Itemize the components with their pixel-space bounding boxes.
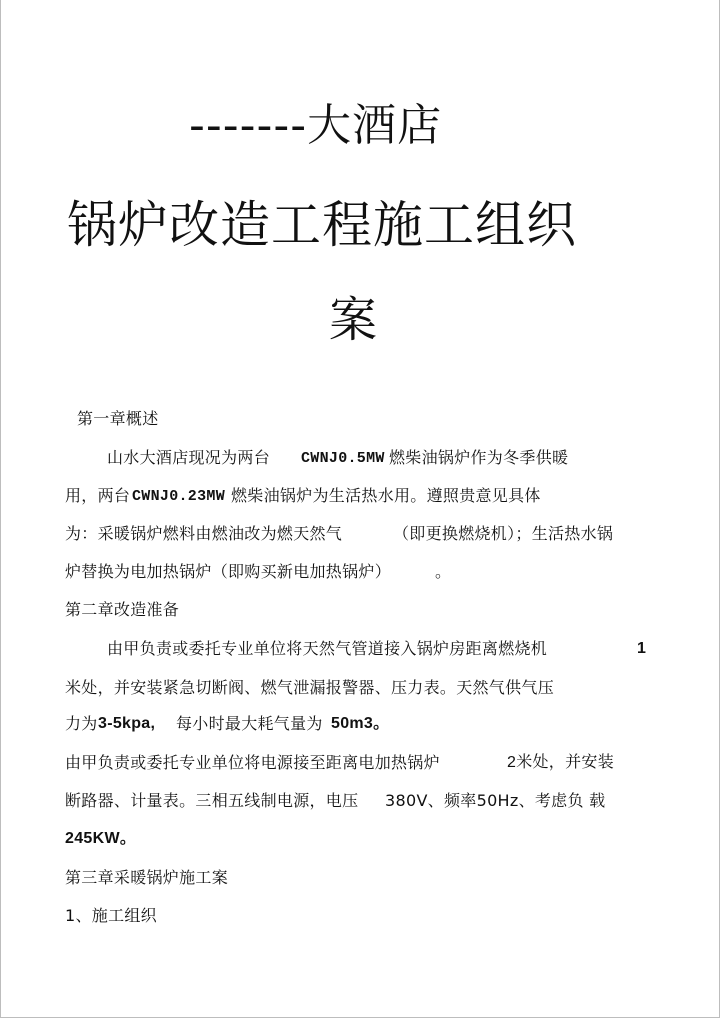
chapter-2-para-1a: 由甲负责或委托专业单位将天然气管道接入锅炉房距离燃烧机 xyxy=(107,639,548,658)
chapter-1-para-4a: 炉替换为电加热锅炉（即购买新电加热锅炉） xyxy=(65,562,392,581)
chapter-3-heading: 第三章采暖锅炉施工案 xyxy=(65,868,229,887)
chapter-1-para-1b: CWNJ0.5MW xyxy=(301,450,385,467)
chapter-2-para-1b: 1 xyxy=(637,640,647,657)
chapter-1-para-1c: 燃柴油锅炉作为冬季供暖 xyxy=(389,448,569,467)
chapter-2-para-3d: 50m3。 xyxy=(331,715,390,732)
chapter-2-para-6: 245KW。 xyxy=(65,830,137,847)
chapter-2-para-3c: 每小时最大耗气量为 xyxy=(176,714,323,733)
chapter-2-para-5b: 380V、频率50Hz、考虑负 载 xyxy=(385,791,606,810)
title-line-2: 锅炉改造工程施工组织 xyxy=(67,196,577,254)
chapter-1-para-2a: 用，两台 xyxy=(65,486,131,505)
chapter-1-heading: 第一章概述 xyxy=(77,409,159,428)
chapter-1-para-2b: CWNJ0.23MW xyxy=(132,488,226,505)
title-line-3: 案 xyxy=(329,292,379,348)
chapter-2-para-4b: 2米处，并安装 xyxy=(507,754,614,771)
chapter-2-para-4a: 由甲负责或委托专业单位将电源接至距离电加热锅炉 xyxy=(65,753,440,772)
chapter-2-heading: 第二章改造准备 xyxy=(65,600,180,619)
chapter-2-para-5a: 断路器、计量表。三相五线制电源，电压 xyxy=(65,791,359,810)
chapter-1-para-4b: 。 xyxy=(435,562,452,581)
chapter-2-para-3a: 力为 xyxy=(65,714,98,733)
chapter-1-para-3a: 为：采暖锅炉燃料由燃油改为燃天然气 xyxy=(65,524,343,543)
chapter-2-para-2: 米处，并安装紧急切断阀、燃气泄漏报警器、压力表。天然气供气压 xyxy=(65,678,555,697)
chapter-1-para-1a: 山水大酒店现况为两台 xyxy=(107,448,271,467)
title-line-1: -------大酒店 xyxy=(189,100,443,151)
chapter-3-sub-1: 1、施工组织 xyxy=(65,906,157,925)
chapter-2-para-3b: 3-5kpa, xyxy=(98,715,156,732)
chapter-1-para-3b: （即更换燃烧机）；生活热水锅 xyxy=(393,524,614,543)
chapter-1-para-2c: 燃柴油锅炉为生活热水用。遵照贵意见具体 xyxy=(231,486,541,505)
